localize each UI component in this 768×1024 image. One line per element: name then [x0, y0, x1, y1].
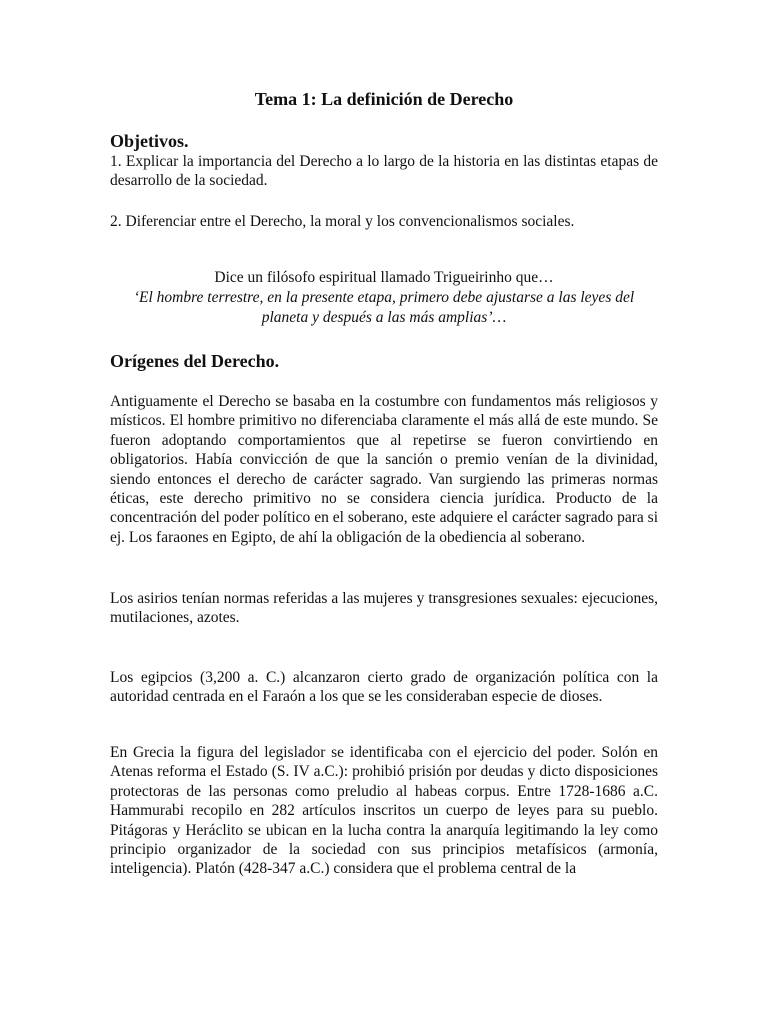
- quote-intro: Dice un filósofo espiritual llamado Trigueirinho que…: [214, 269, 554, 286]
- epigraph-quote: [110, 268, 658, 328]
- objective-item-2: 2. Diferenciar entre el Derecho, la moral y los convencionalismos sociales.: [110, 213, 575, 230]
- document-title: Tema 1: La definición de Derecho: [254, 89, 514, 109]
- origins-paragraph-4: En Grecia la figura del legislador se identificaba con el ejercicio del poder. Solón en Atenas reforma el Estado (S. IV a.C.): prohibió prisión por deudas y dicto disposiciones protectoras de las personas como preludio al habeas corpus. Entre 1728-1686 a.C. Hammurabi recopilo en 282 artículos inscritos un cuerpo de leyes para su pueblo. Pitágoras y Heráclito se ubican en la lucha contra la anarquía legitimando la ley como principio organizador de la sociedad con sus principios metafísicos (armonía, inteligencia). Platón (428-347 a.C.) considera que el problema central de la: [110, 744, 658, 878]
- quote-text: ‘El hombre terrestre, en la presente etapa, primero debe ajustarse a las leyes del planeta y después a las más amplias’…: [133, 289, 635, 326]
- origins-heading: Orígenes del Derecho.: [110, 351, 280, 371]
- origins-paragraph-2: Los asirios tenían normas referidas a las mujeres y transgresiones sexuales: ejecuciones, mutilaciones, azotes.: [110, 590, 658, 627]
- origins-paragraph-3: Los egipcios (3,200 a. C.) alcanzaron cierto grado de organización política con la autoridad centrada en el Faraón a los que se les consideraban especie de dioses.: [110, 669, 658, 706]
- objectives-heading: Objetivos.: [110, 131, 189, 151]
- objective-item-1: 1. Explicar la importancia del Derecho a lo largo de la historia en las distintas etapas de desarrollo de la sociedad.: [110, 153, 658, 190]
- origins-paragraph-1: Antiguamente el Derecho se basaba en la costumbre con fundamentos más religiosos y místicos. El hombre primitivo no diferenciaba claramente el más allá de este mundo. Se fueron adoptando comportamientos que al repetirse se fueron convirtiendo en obligatorios. Había convicción de que la sanción o premio venían de la divinidad, siendo entonces el derecho de carácter sagrado. Van surgiendo las primeras normas éticas, este derecho primitivo no se considera ciencia jurídica. Producto de la concentración del poder político en el soberano, este adquiere el carácter sagrado para si ej. Los faraones en Egipto, de ahí la obligación de la obediencia al soberano.: [110, 393, 658, 546]
